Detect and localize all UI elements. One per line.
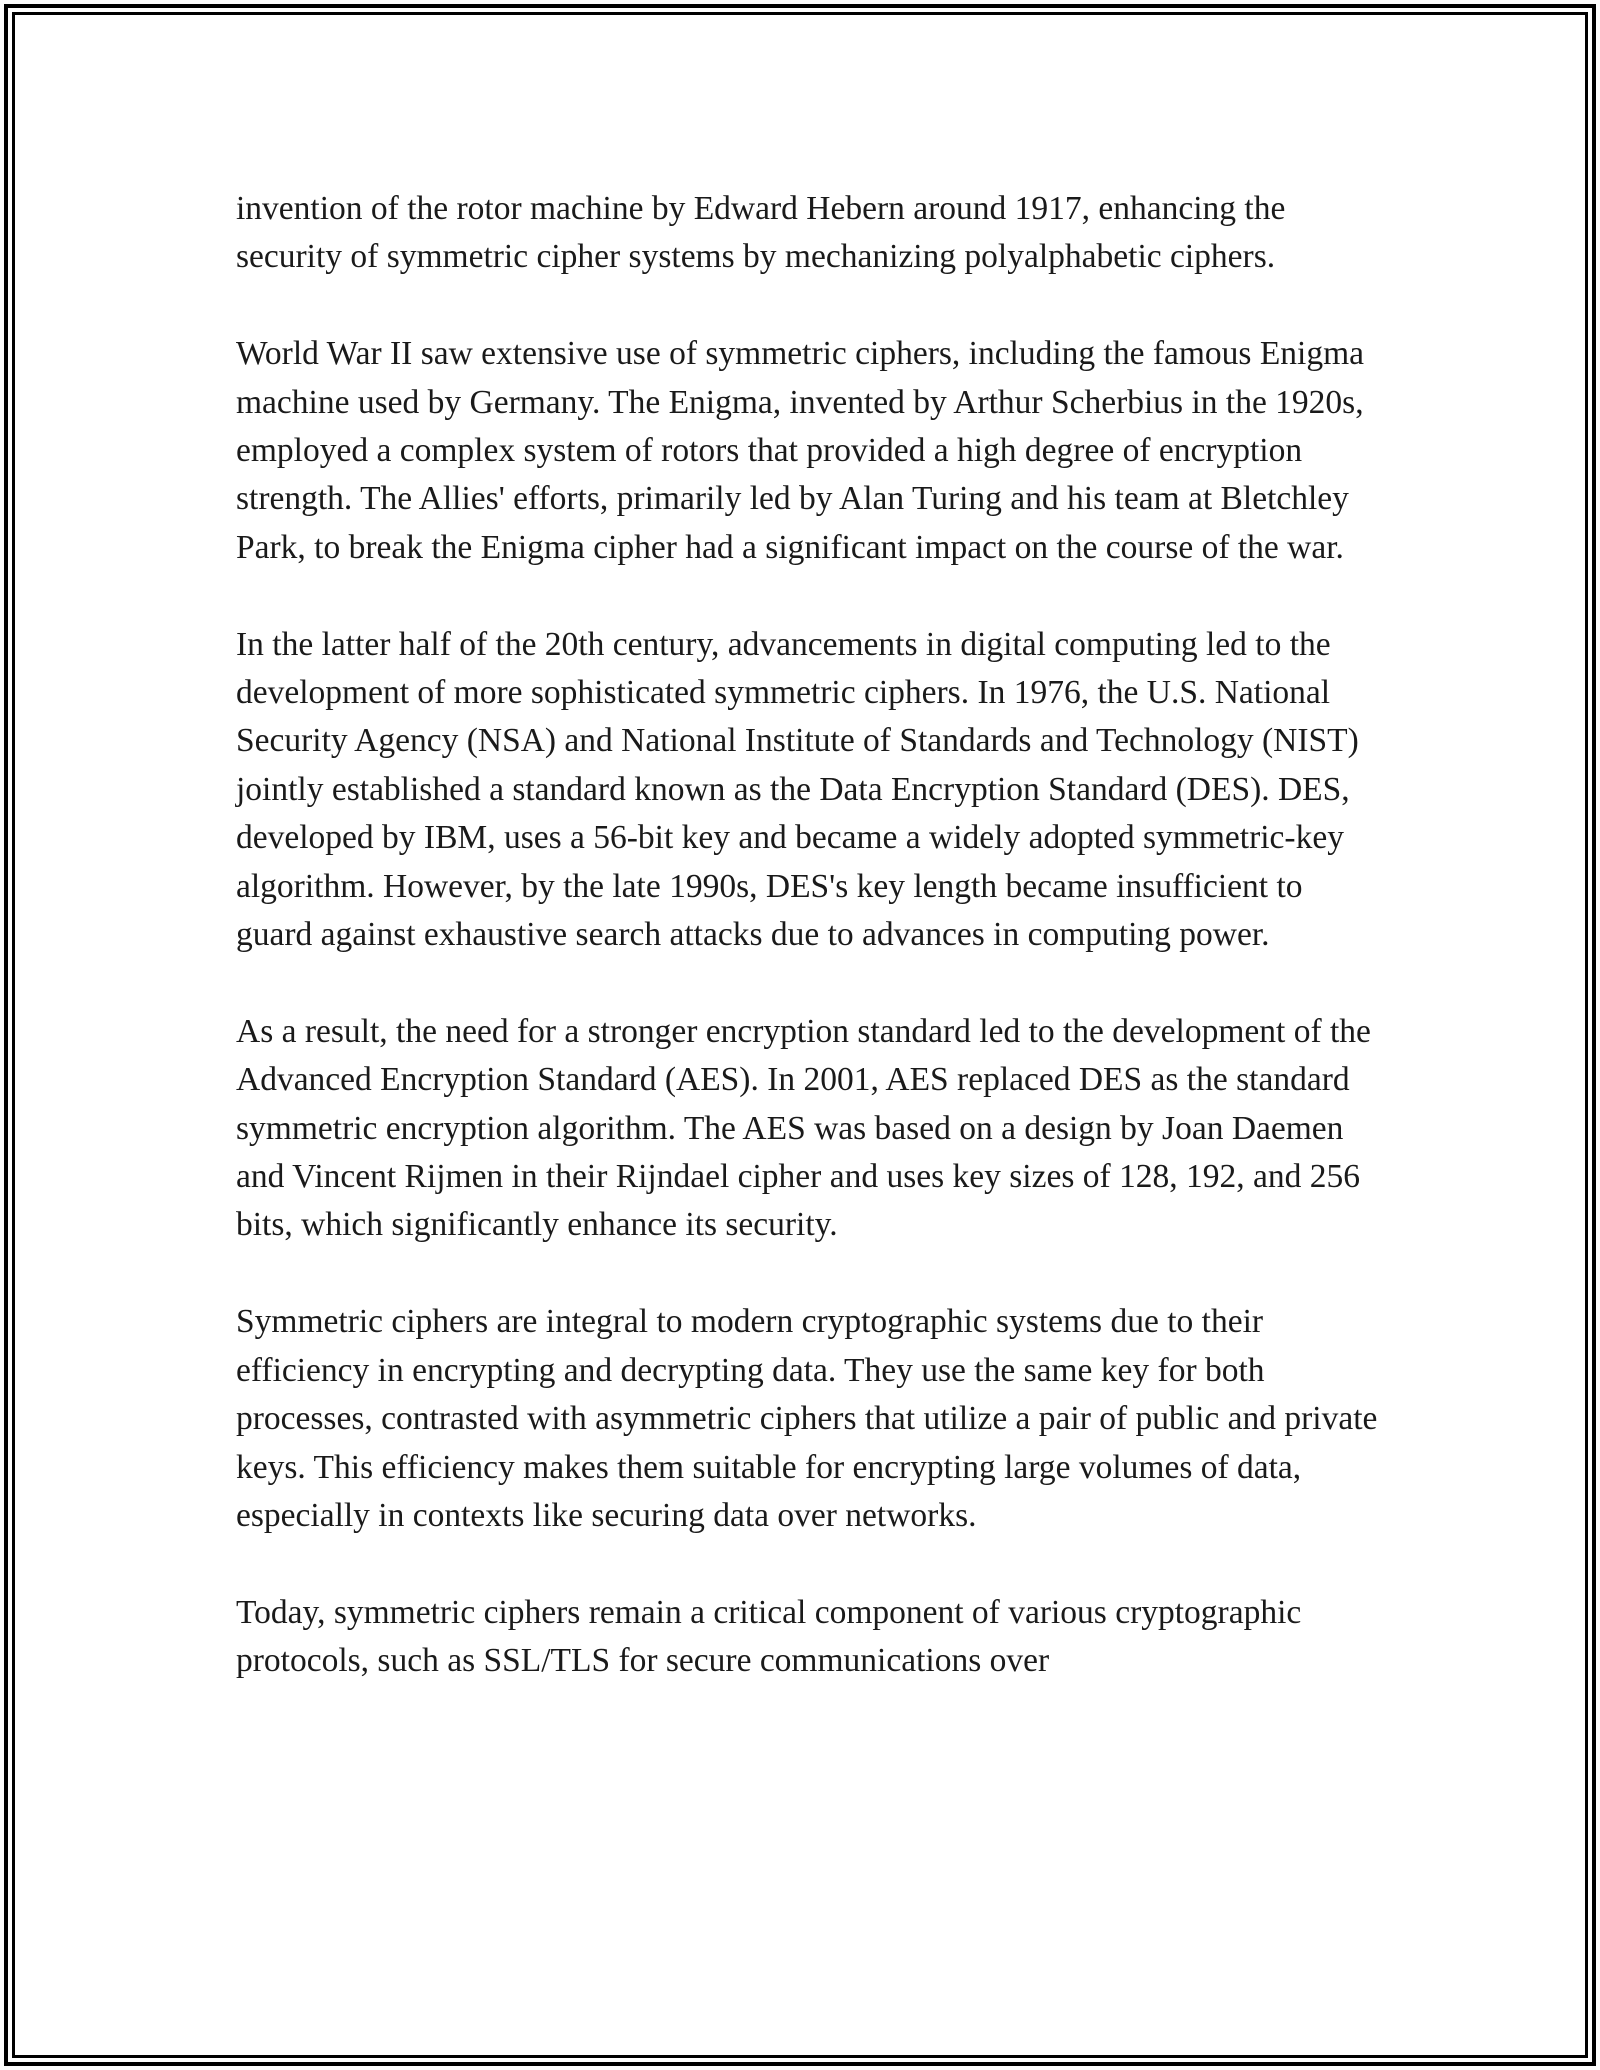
paragraph-rotor-machine: invention of the rotor machine by Edward Hebern around 1917, enhancing the security of symmetric cipher systems by mechanizing polyalphabetic ciphers. [236, 190, 1286, 276]
paragraph-aes: As a result, the need for a stronger encryption standard led to the development of the Advanced Encryption Standard (AES). In 2001, AES replaced DES as the standard symmetric encryption algorithm. The AES was based on a design by Joan Daemen and Vincent Rijmen in their Rijndael cipher and uses key sizes of 128, 192, and 256 bits, which significantly enhance its security. [236, 1012, 1371, 1244]
paragraph-symmetric-ciphers: Symmetric ciphers are integral to modern cryptographic systems due to their efficiency in encrypting and decrypting data. They use the same key for both processes, contrasted with asymmetric ciphers that utilize a pair of public and private keys. This efficiency makes them suitable for encrypting large volumes of data, especially in contexts like securing data over networks. [236, 1303, 1378, 1534]
paragraph-world-war-ii: World War II saw extensive use of symmetric ciphers, including the famous Enigma machine used by Germany. The Enigma, invented by Arthur Scherbius in the 1920s, employed a complex system of rotors that provided a high degree of encryption strength. The Allies' efforts, primarily led by Alan Turing and his team at Bletchley Park, to break the Enigma cipher had a significant impact on the course of the war. [236, 335, 1365, 566]
paragraph-today: Today, symmetric ciphers remain a critical component of various cryptographic protocols, such as SSL/TLS for secure communications over [236, 1593, 1302, 1680]
paragraph-des: In the latter half of the 20th century, advancements in digital computing led to the development of more sophisticated symmetric ciphers. In 1976, the U.S. National Security Agency (NSA) and National Institute of Standards and Technology (NIST) jointly established a standard known as the Data Encryption Standard (DES). DES, developed by IBM, uses a 56-bit key and became a widely adopted symmetric-key algorithm. However, by the late 1990s, DES's key length became insufficient to guard against exhaustive search attacks due to advances in computing power. [236, 625, 1359, 954]
document-body [236, 185, 1386, 1686]
